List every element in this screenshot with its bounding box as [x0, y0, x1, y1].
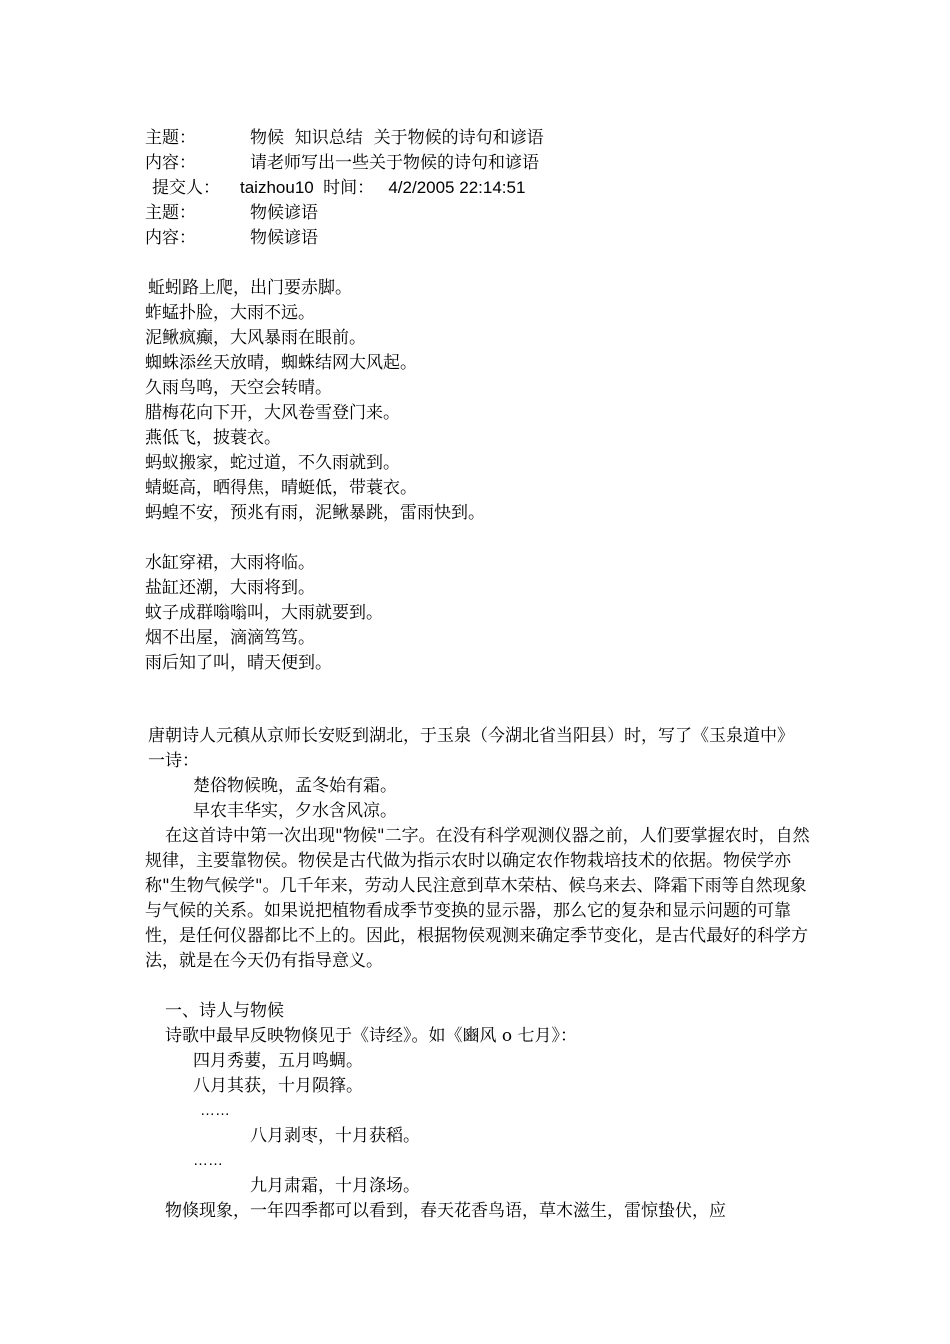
- proverb-line: 蚊子成群嗡嗡叫，大雨就要到。: [145, 603, 383, 623]
- poem-line: 早农丰华实，夕水含风凉。: [193, 801, 397, 821]
- article-paragraph: 在这首诗中第一次出现"物候"二字。在没有科学观测仪器之前，人们要掌握农时，自然规律，主要靠物侯。物侯是古代做为指示农时以确定农作物栽培技术的依据。物侯学亦称"生物气候学"。几千年来，劳动人民注意到草木荣枯、候乌来去、降霜下雨等自然现象与气候的关系。如果说把植物看成季节变换的显示器，那么它的复杂和显示问题的可靠性，是任何仪器都比不上的。因此，根据物侯观测来确定季节变化，是古代最好的科学方法，就是在今天仍有指导意义。: [145, 826, 810, 971]
- proverb-line: 久雨鸟鸣，天空会转晴。: [145, 378, 332, 398]
- proverb-line: 泥鳅疯癫，大风暴雨在眼前。: [145, 328, 366, 348]
- article-paragraph: 诗歌中最早反映物倏见于《诗经》。如《豳风 o 七月》：: [165, 1026, 578, 1046]
- proverb-line: 蚱蜢扑脸，大雨不远。: [145, 303, 315, 323]
- content2-label: 内容：: [145, 228, 196, 248]
- content2-value: 物候谚语: [250, 228, 318, 248]
- proverb-line: 蚂蚁搬家，蛇过道，不久雨就到。: [145, 453, 400, 473]
- submitter-value: taizhou10 时间： 4/2/2005 22:14:51: [240, 178, 526, 197]
- proverb-line: 蚯蚓路上爬，出门要赤脚。: [148, 278, 352, 298]
- subject-label: 主题：: [145, 128, 196, 148]
- submitter-label: 提交人：: [152, 178, 220, 198]
- subject2-label: 主题：: [145, 203, 196, 223]
- proverb-line: 水缸穿裙，大雨将临。: [145, 553, 315, 573]
- subject-value: 物候 知识总结 关于物候的诗句和谚语: [250, 128, 544, 148]
- poem-line: 九月肃霜，十月涤场。: [250, 1176, 420, 1196]
- ellipsis: ……: [193, 1152, 223, 1169]
- proverb-line: 烟不出屋，滴滴笃笃。: [145, 628, 315, 648]
- proverb-line: 燕低飞，披蓑衣。: [145, 428, 281, 448]
- proverb-line: 蜘蛛添丝天放晴，蜘蛛结网大风起。: [145, 353, 417, 373]
- content-value: 请老师写出一些关于物候的诗句和谚语: [250, 153, 539, 173]
- poem-line: 八月剥枣，十月获稻。: [250, 1126, 420, 1146]
- ellipsis: ……: [200, 1102, 230, 1119]
- proverb-line: 腊梅花向下开，大风卷雪登门来。: [145, 403, 400, 423]
- section-title: 一、诗人与物候: [165, 1001, 284, 1021]
- article-intro: 唐朝诗人元稹从京师长安贬到湖北，于玉泉（今湖北省当阳县）时，写了《玉泉道中》一诗：: [148, 726, 794, 771]
- poem-line: 四月秀葽，五月鸣蜩。: [193, 1051, 363, 1071]
- subject2-value: 物候谚语: [250, 203, 318, 223]
- proverb-line: 盐缸还潮，大雨将到。: [145, 578, 315, 598]
- proverb-line: 蚂蝗不安，预兆有雨，泥鳅暴跳，雷雨快到。: [145, 503, 485, 523]
- poem-line: 八月其获，十月陨箨。: [193, 1076, 363, 1096]
- poem-line: 楚俗物候晚，孟冬始有霜。: [193, 776, 397, 796]
- proverb-line: 蜻蜓高，晒得焦，晴蜓低，带蓑衣。: [145, 478, 417, 498]
- content-label: 内容：: [145, 153, 196, 173]
- article-paragraph: 物倏现象，一年四季都可以看到，春天花香鸟语，草木滋生，雷惊蛰伏，应: [165, 1201, 726, 1221]
- proverb-line: 雨后知了叫，晴天便到。: [145, 653, 332, 673]
